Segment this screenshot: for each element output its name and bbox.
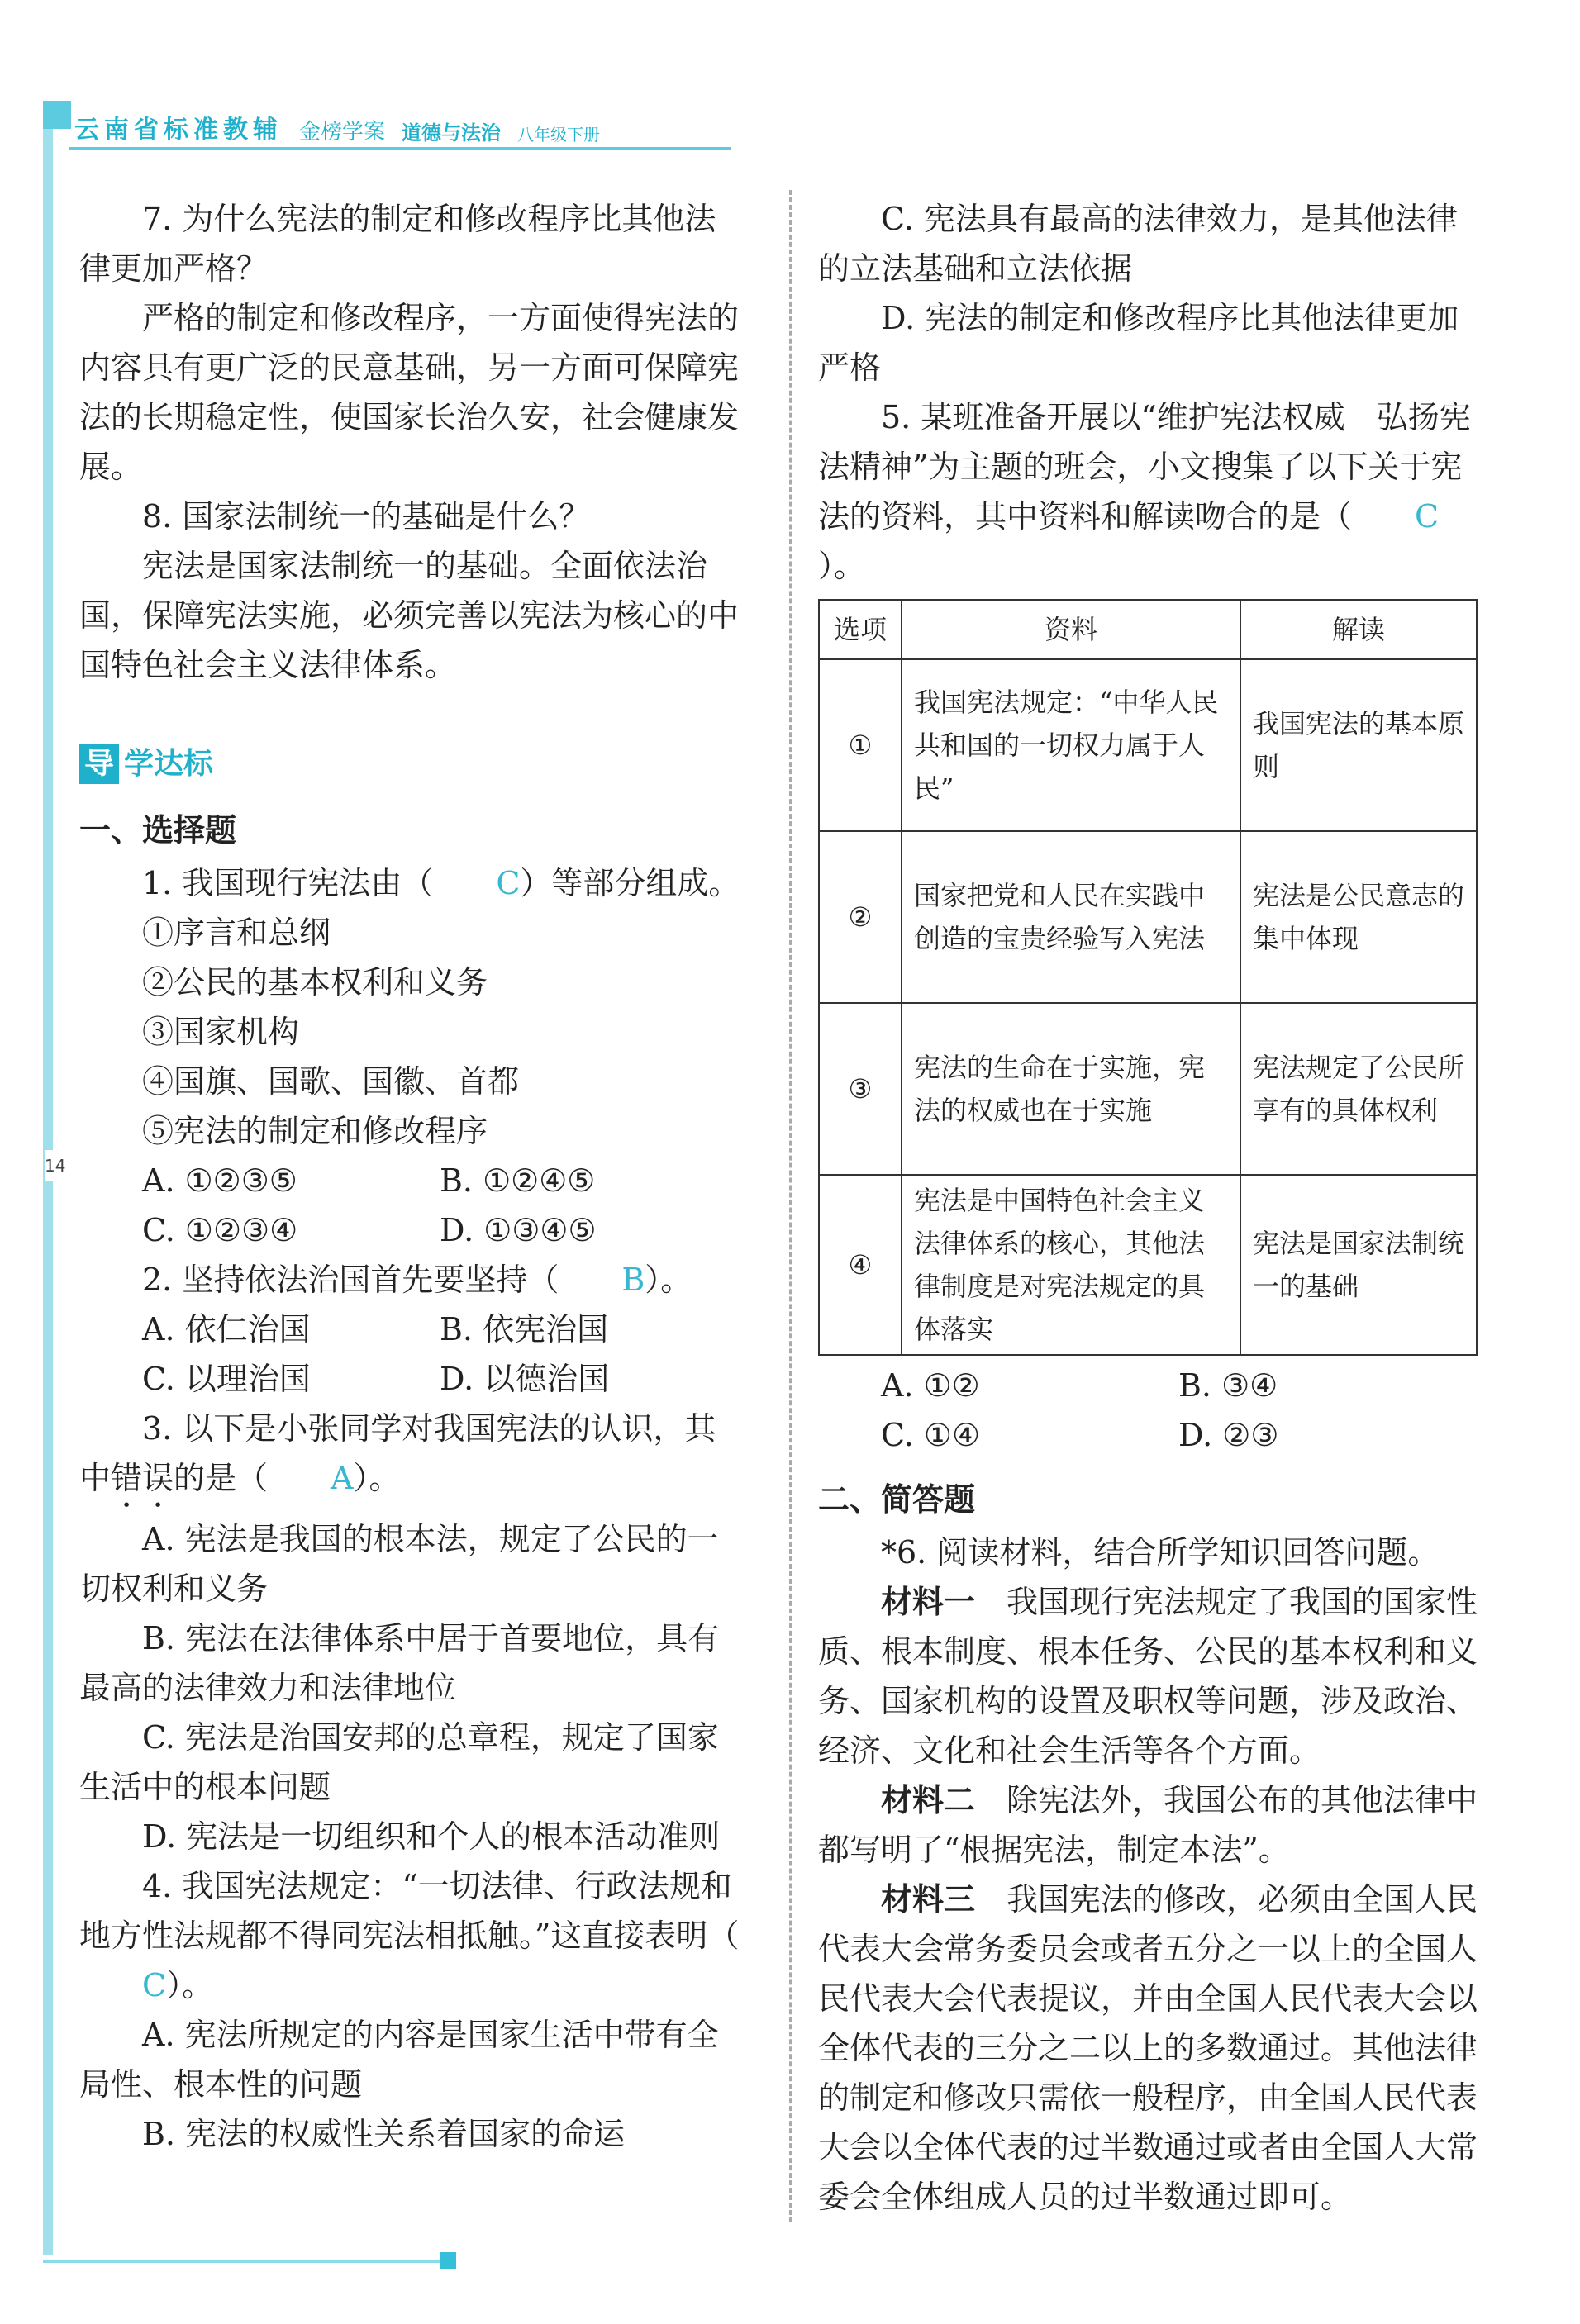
q1-option-a: A. ①②③⑤ — [142, 1162, 297, 1199]
q5-options-row — [818, 1410, 1479, 1460]
q1-option-d: D. ①③④⑤ — [440, 1212, 597, 1248]
q1-options-row — [79, 1156, 740, 1205]
q4-option-b: B. 宪法的权威性关系着国家的命运 — [142, 2116, 626, 2152]
q5-answer: C — [1415, 498, 1440, 535]
q8-question: 8. 国家法制统一的基础是什么？ — [142, 498, 591, 535]
q2-stem — [79, 1255, 740, 1305]
q4-stem — [79, 1861, 740, 2010]
q4-stem-b: ）。 — [166, 1967, 214, 2003]
table-cell-num: ④ — [819, 1175, 902, 1355]
bottom-square-mark — [440, 2252, 456, 2269]
section-short-answer-title: 二、简答题 — [818, 1481, 976, 1518]
q2-option-b: B. 依宪治国 — [440, 1311, 609, 1347]
right-column — [818, 194, 1479, 2222]
header-brand: 云南省标准教辅 — [74, 116, 283, 145]
q3-emphasis: 错误 — [111, 1460, 174, 1496]
table-cell-material: 宪法的生命在于实施，宪法的权威也在于实施 — [902, 1003, 1240, 1175]
q2-option-c: C. 以理治国 — [142, 1361, 311, 1397]
table-row — [819, 1175, 1477, 1355]
q5-table — [818, 599, 1478, 1356]
header-rule — [69, 147, 731, 150]
q3-option-b: B. 宪法在法律体系中居于首要地位，具有最高的法律效力和法律地位 — [79, 1620, 720, 1706]
table-cell-material: 我国宪法规定：“中华人民共和国的一切权力属于人民” — [902, 659, 1240, 831]
q2-options-row — [79, 1305, 740, 1354]
column-divider — [789, 190, 792, 2222]
header-grade: 八年级下册 — [517, 125, 601, 145]
q1-item: ⑤宪法的制定和修改程序 — [142, 1113, 488, 1149]
sidebar-corner-block — [43, 101, 71, 129]
q3-answer: A — [331, 1460, 354, 1496]
table-row — [819, 831, 1477, 1003]
q2-option-a: A. 依仁治国 — [142, 1311, 311, 1347]
q1-item: ④国旗、国歌、国徽、首都 — [142, 1063, 520, 1100]
left-column — [79, 194, 740, 2159]
q5-stem-b: ）。 — [818, 548, 866, 584]
q3-stem-c: ）。 — [353, 1460, 401, 1496]
table-cell-reading: 宪法规定了公民所享有的具体权利 — [1240, 1003, 1477, 1175]
table-cell-reading: 宪法是国家法制统一的基础 — [1240, 1175, 1477, 1355]
q1-stem — [79, 858, 740, 908]
guide-icon: 导 — [79, 744, 119, 784]
section-banner — [79, 739, 740, 789]
material-1-text: 我国现行宪法规定了我国的国家性质、根本制度、根本任务、公民的基本权利和义务、国家机构的设置及职权等问题，涉及政治、经济、文化和社会生活等各个方面。 — [818, 1584, 1478, 1769]
q5-stem-a: 5. 某班准备开展以“维护宪法权威 弘扬宪法精神”为主题的班会，小文搜集了以下关于宪法的资料，其中资料和解读吻合的是（ — [818, 399, 1471, 535]
q6-material-1 — [818, 1577, 1479, 1775]
table-cell-num: ① — [819, 659, 902, 831]
q1-option-c: C. ①②③④ — [142, 1212, 298, 1248]
material-3-label: 材料三 — [881, 1881, 976, 1918]
q1-option-b: B. ①②④⑤ — [440, 1162, 596, 1199]
q5-option-b: B. ③④ — [1178, 1367, 1278, 1404]
q5-option-a: A. ①② — [881, 1367, 980, 1404]
q4-stem-a: 4. 我国宪法规定：“一切法律、行政法规和地方性法规都不得同宪法相抵触。”这直接表明（ — [79, 1868, 740, 1954]
table-cell-num: ② — [819, 831, 902, 1003]
q6-stem: *6. 阅读材料，结合所学知识回答问题。 — [881, 1534, 1440, 1571]
q5-options-row — [818, 1361, 1479, 1410]
table-header: 解读 — [1240, 600, 1477, 659]
table-row — [819, 659, 1477, 831]
page-number: 14 — [45, 1150, 63, 1181]
page-header — [74, 104, 600, 145]
table-cell-reading: 宪法是公民意志的集中体现 — [1240, 831, 1477, 1003]
q3-option-c: C. 宪法是治国安邦的总章程，规定了国家生活中的根本问题 — [79, 1719, 719, 1805]
header-subject: 道德与法治 — [402, 121, 502, 145]
q4-option-c: C. 宪法具有最高的法律效力，是其他法律的立法基础和立法依据 — [818, 201, 1458, 287]
q1-item: ②公民的基本权利和义务 — [142, 964, 488, 1000]
q1-item: ③国家机构 — [142, 1014, 300, 1050]
q2-stem-b: ）。 — [645, 1262, 692, 1298]
q7-answer: 严格的制定和修改程序，一方面使得宪法的内容具有更广泛的民意基础，另一方面可保障宪法的长期稳定性，使国家长治久安，社会健康发展。 — [79, 300, 740, 485]
q6-material-2 — [818, 1775, 1479, 1875]
q4-answer: C — [142, 1967, 167, 2003]
table-cell-material: 国家把党和人民在实践中创造的宝贵经验写入宪法 — [902, 831, 1240, 1003]
q5-stem — [818, 392, 1479, 591]
q7-question: 7. 为什么宪法的制定和修改程序比其他法律更加严格？ — [79, 201, 716, 287]
q1-options-row — [79, 1205, 740, 1255]
q3-stem — [79, 1404, 740, 1514]
q2-option-d: D. 以德治国 — [440, 1361, 610, 1397]
material-2-label: 材料二 — [881, 1782, 976, 1818]
table-cell-material: 宪法是中国特色社会主义法律体系的核心，其他法律制度是对宪法规定的具体落实 — [902, 1175, 1240, 1355]
q4-option-a: A. 宪法所规定的内容是国家生活中带有全局性、根本性的问题 — [79, 2017, 719, 2103]
table-cell-reading: 我国宪法的基本原则 — [1240, 659, 1477, 831]
q8-answer: 宪法是国家法制统一的基础。全面依法治国，保障宪法实施，必须完善以宪法为核心的中国特色社会主义法律体系。 — [79, 548, 740, 683]
q1-stem-b: ）等部分组成。 — [520, 865, 740, 901]
header-book: 金榜学案 — [299, 120, 386, 145]
q2-options-row — [79, 1354, 740, 1404]
material-3-text: 我国宪法的修改，必须由全国人民代表大会常务委员会或者五分之一以上的全国人民代表大会代表提议，并由全国人民代表大会以全体代表的三分之二以上的多数通过。其他法律的制定和修改只需依一般程序，由全国人民代表大会以全体代表的过半数通过或者由全国人大常委会全体组成人员的过半数通过即可。 — [818, 1881, 1478, 2215]
material-2-text: 除宪法外，我国公布的其他法律中都写明了“根据宪法，制定本法”。 — [818, 1782, 1478, 1868]
q2-stem-a: 2. 坚持依法治国首先要坚持（ — [142, 1262, 559, 1298]
q5-option-c: C. ①④ — [881, 1417, 981, 1453]
table-header-row — [819, 600, 1477, 659]
q1-item: ①序言和总纲 — [142, 915, 331, 951]
q2-answer: B — [621, 1262, 645, 1298]
q1-stem-a: 1. 我国现行宪法由（ — [142, 865, 434, 901]
guide-title: 学达标 — [124, 747, 214, 781]
material-1-label: 材料一 — [881, 1584, 976, 1620]
table-row — [819, 1003, 1477, 1175]
q3-option-d: D. 宪法是一切组织和个人的根本活动准则 — [142, 1818, 721, 1855]
q1-answer: C — [496, 865, 521, 901]
q3-stem-a: 3. 以下是小张同学对我国宪法的认识，其中 — [79, 1410, 716, 1496]
table-cell-num: ③ — [819, 1003, 902, 1175]
q3-option-a: A. 宪法是我国的根本法，规定了公民的一切权利和义务 — [79, 1521, 719, 1607]
table-header: 资料 — [902, 600, 1240, 659]
bottom-rule — [43, 2260, 440, 2263]
table-header: 选项 — [819, 600, 902, 659]
q6-material-3 — [818, 1875, 1479, 2222]
left-sidebar-bar — [43, 116, 53, 2255]
q3-stem-b: 的是（ — [174, 1460, 269, 1496]
q4-option-d: D. 宪法的制定和修改程序比其他法律更加严格 — [818, 300, 1459, 386]
q5-option-d: D. ②③ — [1178, 1417, 1279, 1453]
section-choice-title: 一、选择题 — [79, 812, 237, 848]
